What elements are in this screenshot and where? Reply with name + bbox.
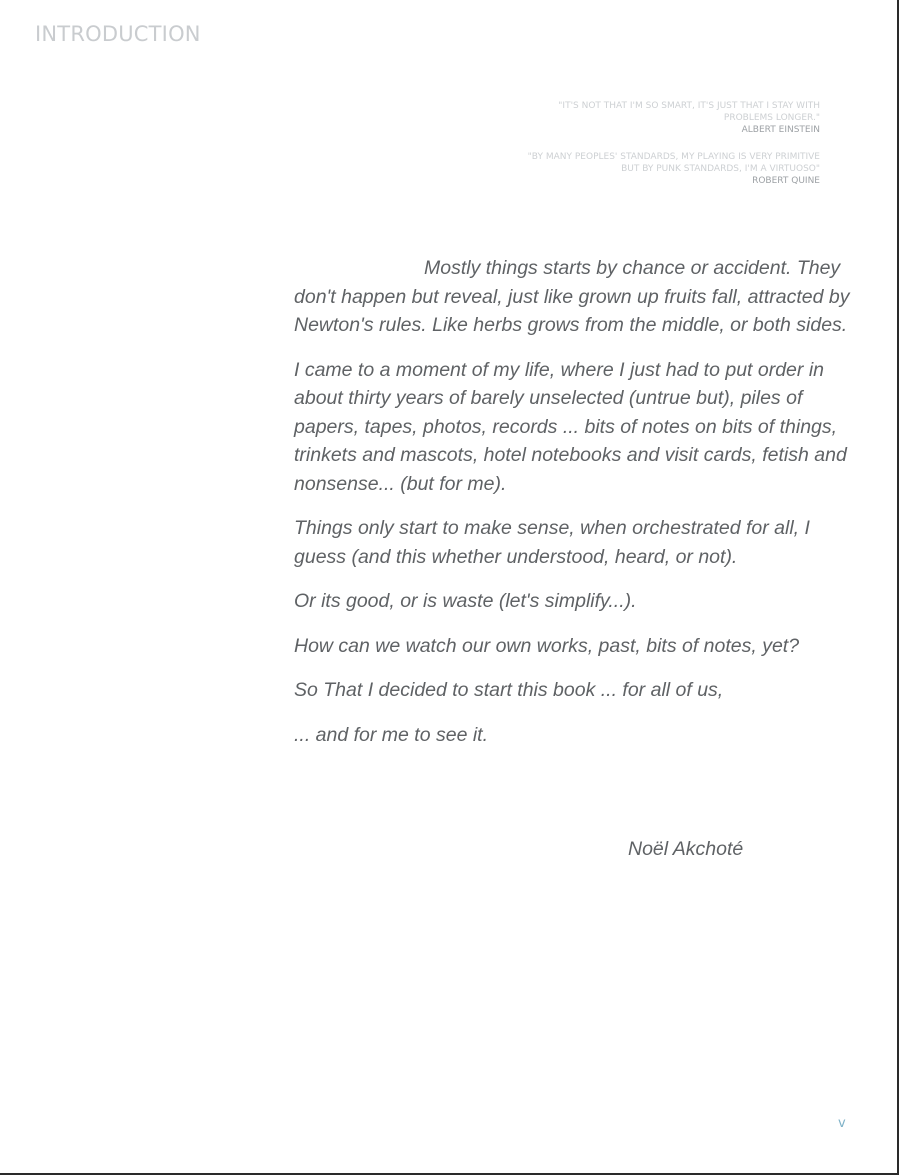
epigraph-quine	[520, 151, 820, 187]
paragraph: Mostly things starts by chance or accident. They don't happen but reveal, just like grown up fruits fall, attracted by Newton's rules. Like herbs grows from the middle, or both sides.	[294, 257, 850, 336]
paragraph: So That I decided to start this book ... for all of us,	[294, 679, 724, 701]
paragraph: Things only start to make sense, when orchestrated for all, I guess (and this whether understood, heard, or not).	[294, 517, 810, 568]
epigraph-einstein	[520, 100, 820, 136]
author-signature: Noël Akchoté	[628, 838, 744, 860]
introduction-text	[294, 254, 864, 765]
paragraph: I came to a moment of my life, where I just had to put order in about thirty years of barely unselected (untrue but), piles of papers, tapes, photos, records ... bits of notes on bits of things, trinkets and mascots, hotel notebooks and visit cards, fetish and nonsense... (but for me).	[294, 358, 847, 495]
section-title: INTRODUCTION	[35, 22, 201, 46]
paragraph: How can we watch our own works, past, bits of notes, yet?	[294, 634, 800, 657]
epigraph-author: ROBERT QUINE	[752, 176, 820, 186]
epigraph-quote: "BY MANY PEOPLES' STANDARDS, MY PLAYING IS VERY PRIMITIVE BUT BY PUNK STANDARDS, I'M A VIRTUOSO"	[527, 152, 820, 174]
paragraph: ... and for me to see it.	[294, 723, 489, 746]
epigraph-quote: "IT'S NOT THAT I'M SO SMART, IT'S JUST THAT I STAY WITH PROBLEMS LONGER."	[558, 101, 820, 123]
epigraph-author: ALBERT EINSTEIN	[741, 125, 820, 135]
paragraph: Or its good, or is waste (let's simplify...).	[294, 590, 637, 612]
page-number: v	[838, 1116, 846, 1131]
epigraph-block	[520, 100, 820, 202]
